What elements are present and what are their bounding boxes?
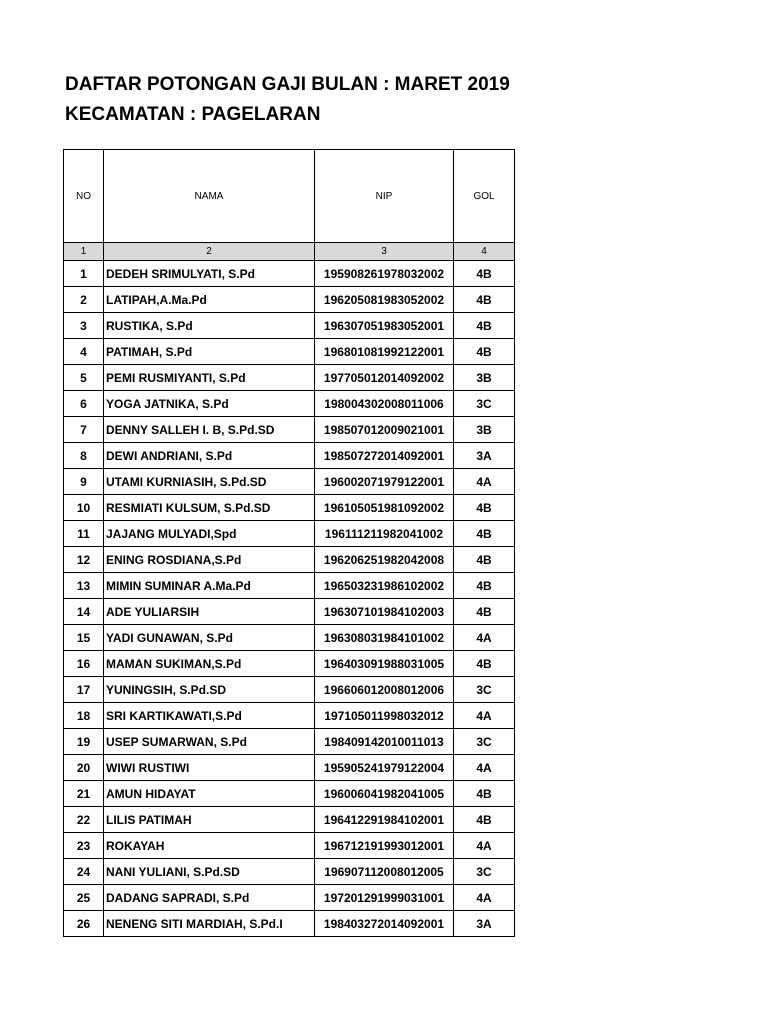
cell-no: 25 [64, 885, 104, 911]
table-row [64, 261, 515, 287]
table-body [64, 261, 515, 937]
column-number: 2 [104, 243, 315, 261]
cell-nip: 198507272014092001 [315, 443, 454, 469]
cell-no: 6 [64, 391, 104, 417]
table-row [64, 495, 515, 521]
cell-nip: 196111211982041002 [315, 521, 454, 547]
cell-no: 3 [64, 313, 104, 339]
cell-no: 26 [64, 911, 104, 937]
cell-gol: 4B [454, 599, 515, 625]
table-row [64, 677, 515, 703]
cell-nama: NANI YULIANI, S.Pd.SD [104, 859, 315, 885]
cell-nip: 197105011998032012 [315, 703, 454, 729]
cell-gol: 3C [454, 859, 515, 885]
table-row [64, 521, 515, 547]
header-gol: GOL [454, 150, 515, 243]
cell-nip: 196307051983052001 [315, 313, 454, 339]
cell-nip: 196002071979122001 [315, 469, 454, 495]
table-row [64, 339, 515, 365]
cell-nama: NENENG SITI MARDIAH, S.Pd.I [104, 911, 315, 937]
header-no: NO [64, 150, 104, 243]
cell-no: 9 [64, 469, 104, 495]
cell-gol: 4A [454, 833, 515, 859]
cell-nip: 198507012009021001 [315, 417, 454, 443]
cell-nip: 196503231986102002 [315, 573, 454, 599]
cell-gol: 4B [454, 521, 515, 547]
cell-gol: 4A [454, 703, 515, 729]
cell-no: 18 [64, 703, 104, 729]
table-row [64, 313, 515, 339]
cell-gol: 4A [454, 755, 515, 781]
cell-nip: 197705012014092002 [315, 365, 454, 391]
cell-no: 13 [64, 573, 104, 599]
cell-nama: JAJANG MULYADI,Spd [104, 521, 315, 547]
table-row [64, 391, 515, 417]
cell-no: 2 [64, 287, 104, 313]
cell-nip: 196907112008012005 [315, 859, 454, 885]
cell-gol: 4A [454, 469, 515, 495]
cell-nip: 196403091988031005 [315, 651, 454, 677]
cell-no: 20 [64, 755, 104, 781]
cell-nip: 198409142010011013 [315, 729, 454, 755]
cell-nama: LILIS PATIMAH [104, 807, 315, 833]
cell-gol: 4B [454, 547, 515, 573]
cell-nip: 197201291999031001 [315, 885, 454, 911]
cell-nama: DENNY SALLEH I. B, S.Pd.SD [104, 417, 315, 443]
table-row [64, 625, 515, 651]
cell-nama: YOGA JATNIKA, S.Pd [104, 391, 315, 417]
cell-no: 17 [64, 677, 104, 703]
cell-no: 8 [64, 443, 104, 469]
header-nama: NAMA [104, 150, 315, 243]
cell-gol: 4B [454, 495, 515, 521]
table-row [64, 885, 515, 911]
cell-nama: AMUN HIDAYAT [104, 781, 315, 807]
table-row [64, 781, 515, 807]
cell-no: 11 [64, 521, 104, 547]
cell-no: 1 [64, 261, 104, 287]
cell-gol: 4B [454, 573, 515, 599]
cell-gol: 4B [454, 313, 515, 339]
column-number: 4 [454, 243, 515, 261]
cell-gol: 3C [454, 677, 515, 703]
cell-no: 12 [64, 547, 104, 573]
cell-nama: SRI KARTIKAWATI,S.Pd [104, 703, 315, 729]
cell-no: 22 [64, 807, 104, 833]
cell-nama: PATIMAH, S.Pd [104, 339, 315, 365]
cell-nama: LATIPAH,A.Ma.Pd [104, 287, 315, 313]
table-row [64, 417, 515, 443]
table-row [64, 807, 515, 833]
table-row [64, 573, 515, 599]
cell-nama: ADE YULIARSIH [104, 599, 315, 625]
cell-gol: 4B [454, 781, 515, 807]
cell-no: 16 [64, 651, 104, 677]
cell-nip: 198004302008011006 [315, 391, 454, 417]
header-nip: NIP [315, 150, 454, 243]
column-number-row [64, 243, 515, 261]
cell-nip: 196712191993012001 [315, 833, 454, 859]
cell-gol: 4B [454, 651, 515, 677]
table-row [64, 755, 515, 781]
cell-gol: 3A [454, 443, 515, 469]
table-row [64, 287, 515, 313]
cell-gol: 3A [454, 911, 515, 937]
cell-nama: ENING ROSDIANA,S.Pd [104, 547, 315, 573]
cell-gol: 3B [454, 365, 515, 391]
document-title: DAFTAR POTONGAN GAJI BULAN : MARET 2019 [65, 74, 510, 95]
table-row [64, 729, 515, 755]
cell-nip: 196801081992122001 [315, 339, 454, 365]
cell-no: 23 [64, 833, 104, 859]
table-row [64, 443, 515, 469]
cell-nama: WIWI RUSTIWI [104, 755, 315, 781]
cell-gol: 4A [454, 885, 515, 911]
cell-no: 10 [64, 495, 104, 521]
cell-gol: 4B [454, 261, 515, 287]
cell-gol: 3B [454, 417, 515, 443]
cell-gol: 4A [454, 625, 515, 651]
cell-no: 14 [64, 599, 104, 625]
table-row [64, 469, 515, 495]
table-row [64, 599, 515, 625]
cell-gol: 4B [454, 339, 515, 365]
cell-nama: YUNINGSIH, S.Pd.SD [104, 677, 315, 703]
document-subtitle: KECAMATAN : PAGELARAN [65, 104, 321, 125]
cell-no: 19 [64, 729, 104, 755]
column-number: 1 [64, 243, 104, 261]
cell-no: 24 [64, 859, 104, 885]
cell-nip: 198403272014092001 [315, 911, 454, 937]
table-row [64, 911, 515, 937]
table-header-row [64, 150, 515, 243]
cell-nama: MAMAN SUKIMAN,S.Pd [104, 651, 315, 677]
table-row [64, 859, 515, 885]
cell-nama: MIMIN SUMINAR A.Ma.Pd [104, 573, 315, 599]
cell-gol: 4B [454, 807, 515, 833]
cell-nip: 196206251982042008 [315, 547, 454, 573]
table-row [64, 365, 515, 391]
cell-nama: RUSTIKA, S.Pd [104, 313, 315, 339]
cell-no: 15 [64, 625, 104, 651]
cell-nama: ROKAYAH [104, 833, 315, 859]
cell-no: 4 [64, 339, 104, 365]
cell-nip: 195905241979122004 [315, 755, 454, 781]
cell-no: 7 [64, 417, 104, 443]
cell-nama: DADANG SAPRADI, S.Pd [104, 885, 315, 911]
cell-nama: USEP SUMARWAN, S.Pd [104, 729, 315, 755]
cell-nip: 196606012008012006 [315, 677, 454, 703]
table-row [64, 651, 515, 677]
column-number: 3 [315, 243, 454, 261]
cell-nip: 196308031984101002 [315, 625, 454, 651]
cell-no: 5 [64, 365, 104, 391]
cell-nama: PEMI RUSMIYANTI, S.Pd [104, 365, 315, 391]
cell-nama: RESMIATI KULSUM, S.Pd.SD [104, 495, 315, 521]
cell-nama: DEWI ANDRIANI, S.Pd [104, 443, 315, 469]
table-row [64, 703, 515, 729]
cell-nip: 196307101984102003 [315, 599, 454, 625]
cell-nama: YADI GUNAWAN, S.Pd [104, 625, 315, 651]
cell-nip: 196412291984102001 [315, 807, 454, 833]
salary-deduction-table [63, 149, 515, 937]
cell-nip: 195908261978032002 [315, 261, 454, 287]
cell-gol: 4B [454, 287, 515, 313]
cell-nip: 196006041982041005 [315, 781, 454, 807]
cell-nip: 196205081983052002 [315, 287, 454, 313]
table-row [64, 833, 515, 859]
cell-nama: DEDEH SRIMULYATI, S.Pd [104, 261, 315, 287]
cell-gol: 3C [454, 391, 515, 417]
cell-no: 21 [64, 781, 104, 807]
cell-gol: 3C [454, 729, 515, 755]
cell-nip: 196105051981092002 [315, 495, 454, 521]
table-row [64, 547, 515, 573]
cell-nama: UTAMI KURNIASIH, S.Pd.SD [104, 469, 315, 495]
